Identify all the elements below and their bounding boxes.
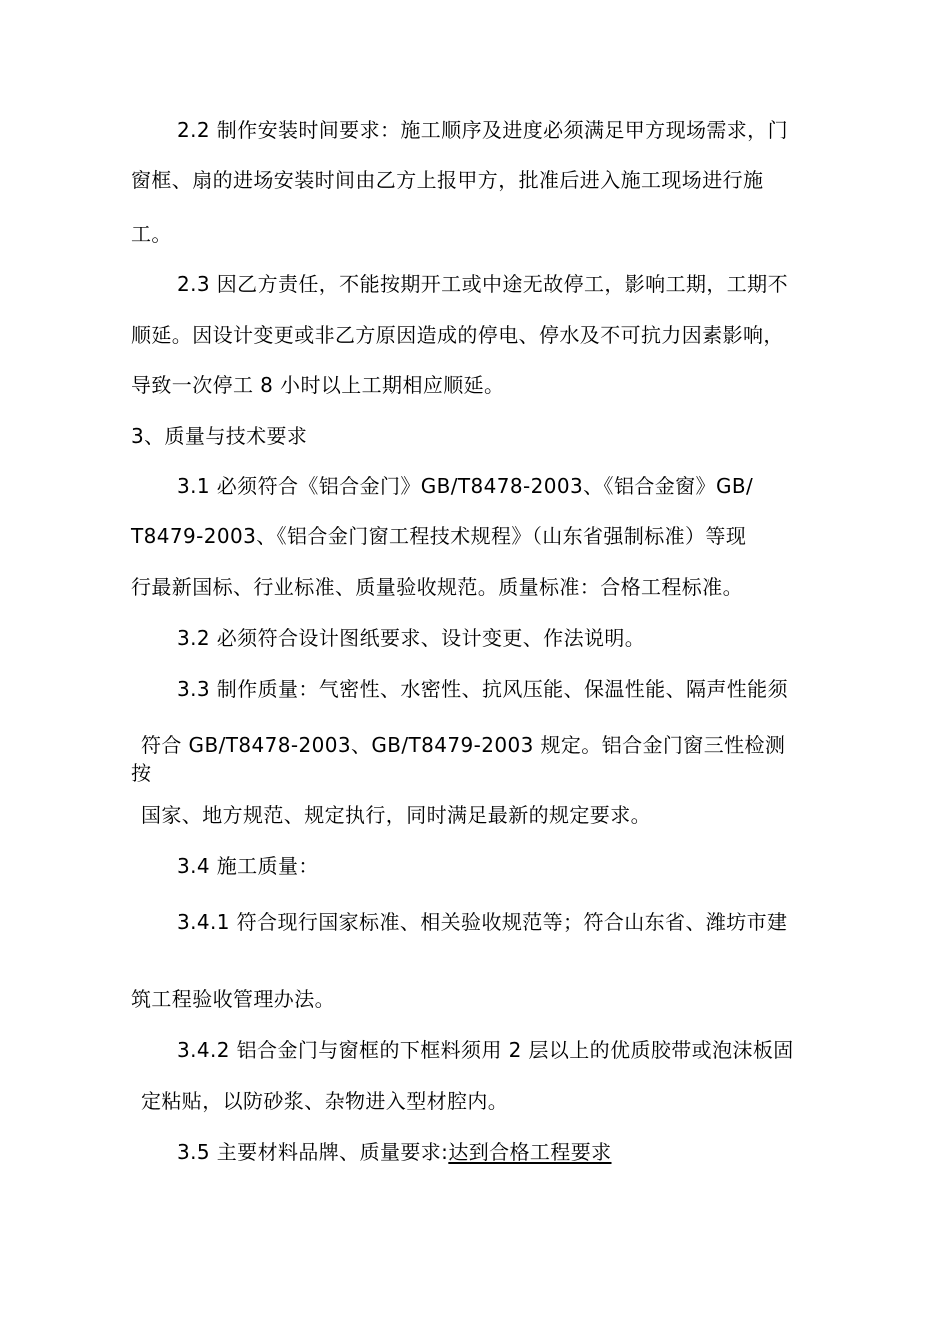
paragraph-2-3-line-2: 顺延。因设计变更或非乙方原因造成的停电、停水及不可抗力因素影响， bbox=[131, 323, 784, 347]
paragraph-3-1-line-2: T8479-2003、《铝合金门窗工程技术规程》（山东省强制标准）等现 bbox=[131, 524, 747, 548]
paragraph-3-3-line-1: 3.3 制作质量：气密性、水密性、抗风压能、保温性能、隔声性能须 bbox=[177, 677, 788, 701]
paragraph-3-2: 3.2 必须符合设计图纸要求、设计变更、作法说明。 bbox=[177, 626, 646, 650]
paragraph-3-5 bbox=[177, 1138, 612, 1166]
paragraph-2-2-line-2: 窗框、扇的进场安装时间由乙方上报甲方，批准后进入施工现场进行施 bbox=[131, 168, 764, 192]
paragraph-3-4-2-line-1: 3.4.2 铝合金门与窗框的下框料须用 2 层以上的优质胶带或泡沫板固 bbox=[177, 1038, 794, 1062]
paragraph-3-5-underlined-value: 达到合格工程要求 bbox=[448, 1140, 612, 1164]
paragraph-3-4: 3.4 施工质量： bbox=[177, 854, 319, 878]
paragraph-3-3-line-2: 符合 GB/T8478-2003、GB/T8479-2003 规定。铝合金门窗三性检测 bbox=[141, 733, 786, 757]
section-3-heading: 3、质量与技术要求 bbox=[131, 424, 308, 448]
paragraph-3-1-line-1: 3.1 必须符合《铝合金门》GB/T8478-2003、《铝合金窗》GB/ bbox=[177, 474, 754, 498]
paragraph-3-3-line-4: 国家、地方规范、规定执行，同时满足最新的规定要求。 bbox=[141, 803, 651, 827]
paragraph-2-3-line-1: 2.3 因乙方责任，不能按期开工或中途无故停工，影响工期，工期不 bbox=[177, 272, 788, 296]
paragraph-2-3-line-3: 导致一次停工 8 小时以上工期相应顺延。 bbox=[131, 373, 505, 397]
paragraph-3-4-2-line-2: 定粘贴，以防砂浆、杂物进入型材腔内。 bbox=[141, 1089, 509, 1113]
paragraph-3-4-1-line-1: 3.4.1 符合现行国家标准、相关验收规范等；符合山东省、潍坊市建 bbox=[177, 910, 788, 934]
paragraph-3-4-1-line-2: 筑工程验收管理办法。 bbox=[131, 987, 335, 1011]
paragraph-2-2-line-3: 工。 bbox=[131, 222, 172, 246]
paragraph-3-5-label: 3.5 主要材料品牌、质量要求: bbox=[177, 1140, 449, 1164]
paragraph-3-3-line-3: 按 bbox=[131, 761, 152, 785]
paragraph-2-2-line-1: 2.2 制作安装时间要求：施工顺序及进度必须满足甲方现场需求，门 bbox=[177, 118, 788, 142]
paragraph-3-1-line-3: 行最新国标、行业标准、质量验收规范。质量标准：合格工程标准。 bbox=[131, 575, 743, 599]
